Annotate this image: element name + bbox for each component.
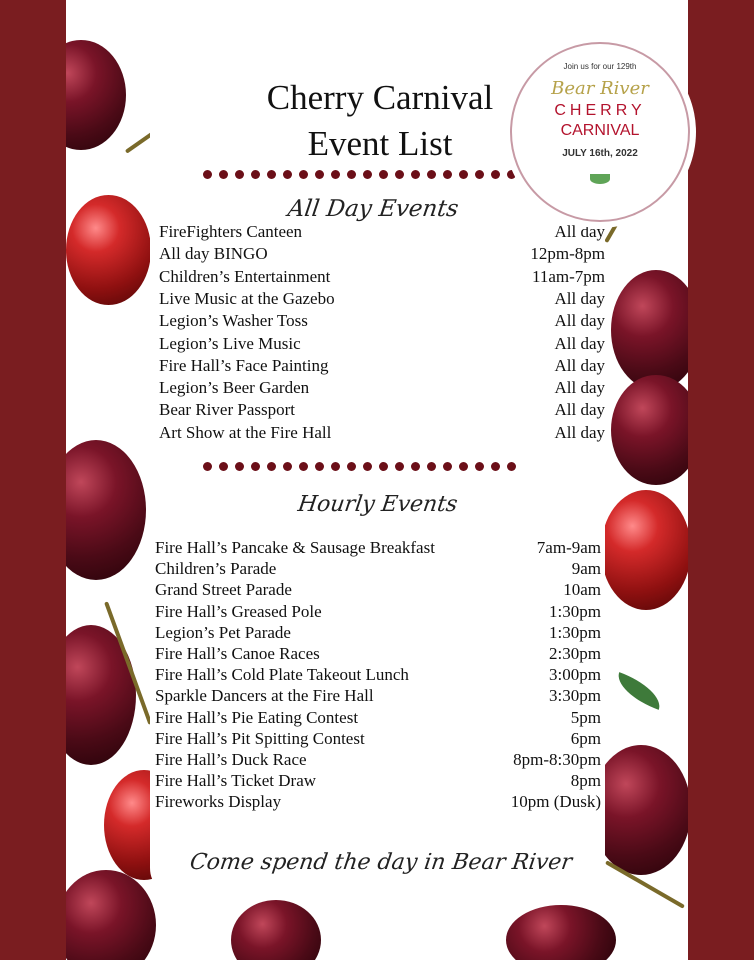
divider-dot — [331, 170, 340, 179]
event-name: Fire Hall’s Ticket Draw — [155, 771, 317, 791]
event-row — [159, 356, 605, 378]
event-row — [159, 378, 605, 400]
divider-dot — [379, 462, 388, 471]
event-row — [159, 244, 605, 266]
cherry-right-mid — [611, 375, 688, 485]
event-row — [159, 334, 605, 356]
divider-dot — [203, 462, 212, 471]
divider-dot — [411, 462, 420, 471]
cherry-left-upper — [66, 195, 151, 305]
event-name: Legion’s Washer Toss — [159, 311, 308, 331]
event-name: Fire Hall’s Pie Eating Contest — [155, 707, 359, 727]
divider-dot — [427, 170, 436, 179]
event-row — [155, 665, 601, 687]
event-name: Sparkle Dancers at the Fire Hall — [155, 686, 374, 706]
divider-dot — [267, 170, 276, 179]
divider-dot — [395, 462, 404, 471]
divider-dot — [315, 170, 324, 179]
cherry-bottom-right — [506, 905, 616, 960]
event-time: All day — [554, 222, 605, 241]
event-row — [155, 771, 601, 793]
badge-word-cherry: CHERRY — [554, 102, 646, 119]
divider-dot — [459, 462, 468, 471]
event-time: 11am-7pm — [531, 266, 605, 286]
event-row — [155, 729, 601, 751]
event-name: Children’s Entertainment — [159, 266, 331, 286]
event-name: Legion’s Beer Garden — [159, 378, 310, 398]
divider-dot — [379, 170, 388, 179]
event-time: All day — [554, 378, 605, 398]
hourly-heading: Hourly Events — [296, 492, 460, 517]
divider-dot — [475, 170, 484, 179]
page-title: Cherry Carnival — [266, 78, 494, 117]
cherry-left-mid — [66, 440, 146, 580]
event-row — [155, 538, 601, 560]
divider-dot — [443, 170, 452, 179]
event-name: Live Music at the Gazebo — [159, 288, 335, 308]
badge-word-carnival: CARNIVAL — [560, 122, 640, 139]
event-name: Bear River Passport — [159, 400, 295, 420]
cherry-bottom-center — [231, 900, 321, 960]
event-time: 6pm — [570, 728, 601, 748]
divider-dot — [235, 462, 244, 471]
event-name: Fire Hall’s Duck Race — [155, 750, 307, 769]
event-name: Fire Hall’s Greased Pole — [155, 601, 322, 621]
divider-dot — [491, 170, 500, 179]
carnival-logo-badge — [510, 42, 690, 222]
event-name: Art Show at the Fire Hall — [159, 422, 332, 442]
divider-dot — [283, 462, 292, 471]
event-time: All day — [554, 288, 605, 308]
event-name: All day BINGO — [159, 244, 268, 264]
divider-dot — [427, 462, 436, 471]
divider-dot — [267, 462, 276, 471]
leaf-icon — [612, 672, 667, 710]
badge-date: JULY 16th, 2022 — [562, 148, 638, 159]
divider-dot — [219, 462, 228, 471]
divider-dot — [283, 170, 292, 179]
divider-dot — [315, 462, 324, 471]
event-time: 5pm — [570, 707, 601, 727]
event-name: Fire Hall’s Face Painting — [159, 355, 329, 375]
event-row — [159, 400, 605, 422]
event-time: All day — [554, 311, 605, 331]
event-row — [155, 559, 601, 581]
divider-dot — [363, 462, 372, 471]
event-row — [155, 623, 601, 645]
event-time: All day — [554, 355, 605, 375]
cherry-right-upper — [611, 270, 688, 390]
divider-dot — [331, 462, 340, 471]
event-row — [159, 423, 605, 445]
divider-dot — [347, 462, 356, 471]
event-name: Fire Hall’s Pancake & Sausage Breakfast — [155, 538, 435, 557]
event-row — [155, 750, 601, 772]
divider-dot — [507, 170, 516, 179]
cherry-right-bottom — [591, 745, 688, 875]
event-name: Fireworks Display — [155, 792, 282, 812]
event-row — [155, 602, 601, 624]
event-name: Grand Street Parade — [155, 580, 292, 600]
event-row — [155, 686, 601, 708]
divider-dot — [251, 462, 260, 471]
event-row — [155, 644, 601, 666]
event-time: All day — [554, 400, 605, 420]
event-name: Fire Hall’s Canoe Races — [155, 644, 320, 663]
event-time: 1:30pm — [549, 622, 601, 642]
cherry-left-lower — [66, 625, 136, 765]
event-row — [155, 580, 601, 602]
divider-dot — [395, 170, 404, 179]
divider-dot — [459, 170, 468, 179]
divider-dot — [411, 170, 420, 179]
divider-dot — [347, 170, 356, 179]
divider-dot — [235, 170, 244, 179]
event-row — [159, 267, 605, 289]
divider-dot — [299, 170, 308, 179]
event-time: 9am — [571, 559, 601, 579]
event-name: Legion’s Live Music — [159, 333, 301, 353]
event-time: 10pm (Dusk) — [510, 792, 601, 812]
event-time: 1:30pm — [549, 601, 601, 621]
divider-dot — [443, 462, 452, 471]
event-time: 8pm — [570, 771, 601, 791]
divider-dot — [363, 170, 372, 179]
leaf-icon — [590, 174, 610, 184]
event-row — [159, 311, 605, 333]
event-row — [159, 289, 605, 311]
event-time: 3:30pm — [549, 686, 601, 706]
event-name: Legion’s Pet Parade — [155, 622, 291, 642]
divider-dot — [475, 462, 484, 471]
divider-dot — [507, 462, 516, 471]
footer-tagline: Come spend the day in Bear River — [188, 850, 574, 875]
event-time: 7am-9am — [536, 538, 601, 557]
event-time: 2:30pm — [549, 644, 601, 663]
event-row — [155, 792, 601, 814]
badge-town: Bear River — [551, 78, 649, 99]
cherry-bottom-left — [66, 870, 156, 960]
event-name: Children’s Parade — [155, 559, 277, 579]
event-row — [155, 708, 601, 730]
badge-tagline: Join us for our 129th — [563, 62, 637, 71]
dot-divider-middle — [203, 462, 516, 476]
event-row — [159, 222, 605, 244]
divider-dot — [203, 170, 212, 179]
event-time: 3:00pm — [549, 665, 601, 685]
cherry-top-left — [66, 40, 126, 150]
event-name: Fire Hall’s Pit Spitting Contest — [155, 728, 365, 748]
dot-divider-top — [203, 170, 516, 184]
event-time: All day — [554, 422, 605, 442]
all-day-heading: All Day Events — [286, 196, 461, 222]
event-time: 8pm-8:30pm — [513, 750, 601, 769]
event-time: All day — [554, 333, 605, 353]
divider-dot — [219, 170, 228, 179]
event-time: 10am — [563, 580, 601, 600]
cherry-right-lower — [601, 490, 688, 610]
divider-dot — [251, 170, 260, 179]
page-subtitle: Event List — [307, 124, 453, 163]
event-name: FireFighters Canteen — [159, 222, 303, 241]
event-name: Fire Hall’s Cold Plate Takeout Lunch — [155, 665, 409, 685]
divider-dot — [299, 462, 308, 471]
divider-dot — [491, 462, 500, 471]
event-time: 12pm-8pm — [530, 244, 605, 264]
